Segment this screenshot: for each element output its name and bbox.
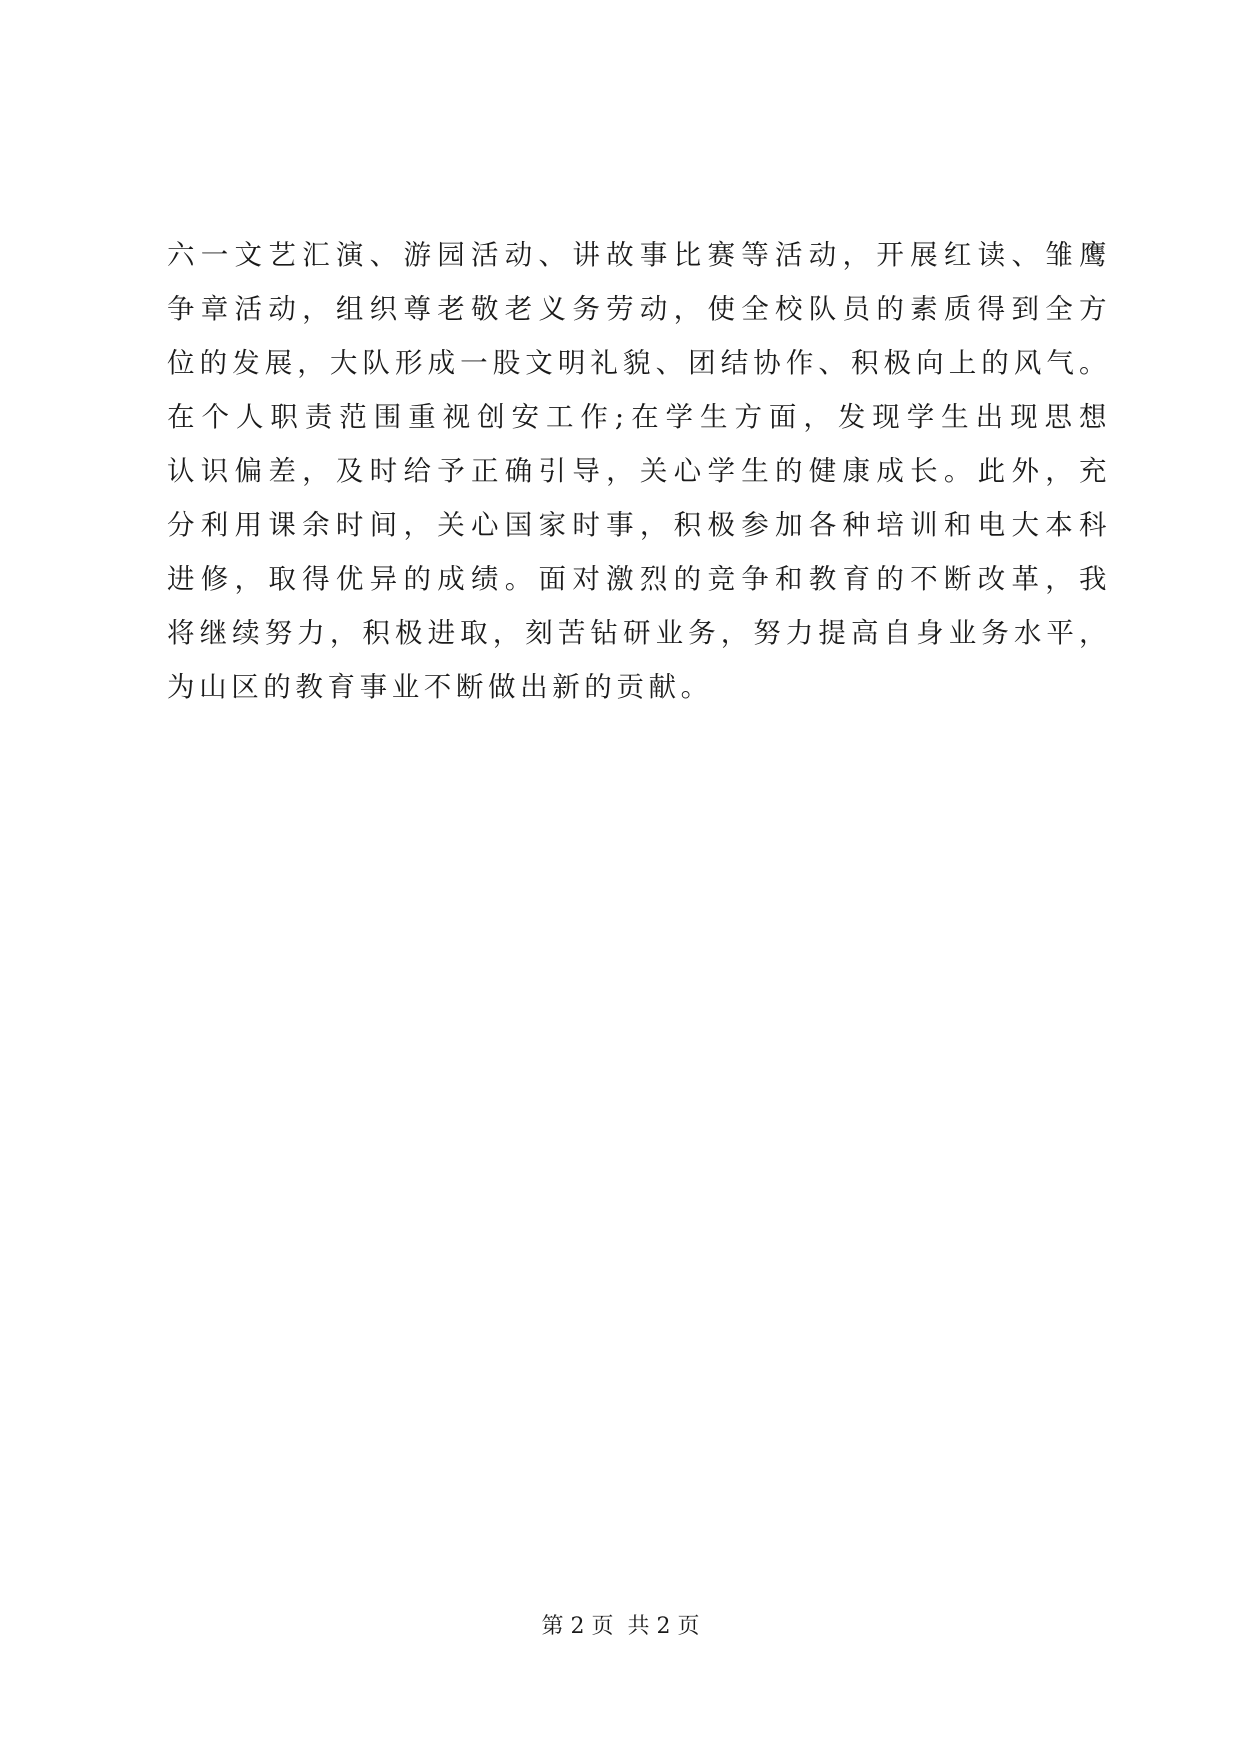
body-paragraph [167,228,1107,714]
text-line: 分利用课余时间，关心国家时事，积极参加各种培训和电大本科 [167,509,1107,541]
page-total: 共 2 页 [627,1614,700,1639]
page-number: 第 2 页 [541,1614,614,1639]
text-line: 位的发展，大队形成一股文明礼貌、团结协作、积极向上的风气。 [167,347,1107,379]
text-line: 将继续努力，积极进取，刻苦钻研业务，努力提高自身业务水平， [167,617,1107,649]
text-line: 为山区的教育事业不断做出新的贡献。 [167,671,713,703]
text-line: 认识偏差，及时给予正确引导，关心学生的健康成长。此外，充 [167,455,1107,487]
text-line: 争章活动，组织尊老敬老义务劳动，使全校队员的素质得到全方 [167,293,1107,325]
page-footer [0,1612,1241,1642]
text-line: 在个人职责范围重视创安工作;在学生方面，发现学生出现思想 [167,401,1107,433]
text-line: 进修，取得优异的成绩。面对激烈的竞争和教育的不断改革，我 [167,563,1107,595]
text-line: 六一文艺汇演、游园活动、讲故事比赛等活动，开展红读、雏鹰 [167,239,1107,271]
